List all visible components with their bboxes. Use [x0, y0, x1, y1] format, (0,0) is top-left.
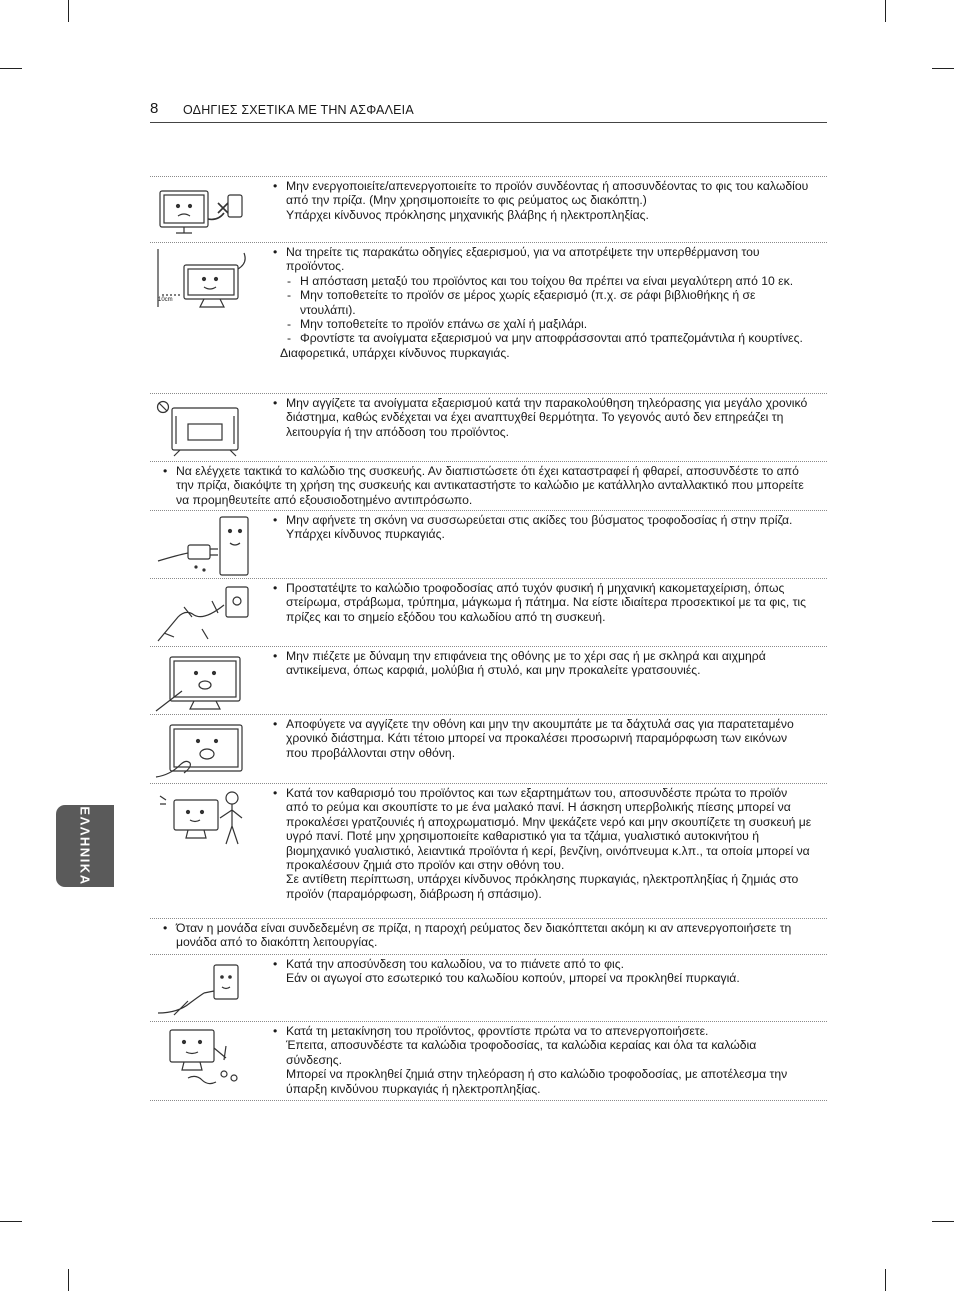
crop-mark	[885, 1269, 886, 1291]
cleaning-illustration	[154, 788, 254, 848]
crop-mark	[0, 1221, 22, 1222]
safety-dash-item: - Μην τοποθετείτε το προϊόν επάνω σε χαλί ή μαξιλάρι.	[272, 317, 812, 331]
safety-item	[150, 461, 827, 511]
safety-item	[150, 954, 827, 1022]
dusty-plug-illustration	[154, 515, 254, 577]
safety-text	[272, 1024, 812, 1096]
safety-item	[150, 578, 827, 647]
safety-note: Υπάρχει κίνδυνος πυρκαγιάς.	[286, 527, 445, 542]
distance-label: 10cm	[158, 297, 173, 303]
safety-item	[150, 646, 827, 715]
pull-plug-illustration	[154, 959, 254, 1019]
safety-bullet: • Μην ενεργοποιείτε/απενεργοποιείτε το προϊόν συνδέοντας ή αποσυνδέοντας το φις του καλωδίου από την πρίζα. (Μην χρησιμοποιείτε το φις ρεύματος ως διακόπτη.)	[272, 179, 812, 208]
safety-text	[162, 464, 812, 507]
safety-note: Έπειτα, αποσυνδέστε τα καλώδια τροφοδοσίας, τα καλώδια κεραίας και όλα τα καλώδια σύνδεσης.	[286, 1038, 757, 1067]
page-number: 8	[150, 100, 159, 117]
safety-bullet: • Προστατέψτε το καλώδιο τροφοδοσίας από τυχόν φυσική ή μηχανική κακομεταχείριση, όπως στείρωμα, στράβωμα, τρύπημα, μάγκωμα ή πάτημα. Να είστε ιδιαίτερα προσεκτικοί με τα φις, τις πρίζες και το σημείο εξόδου του καλωδίου από τη συσκευή.	[272, 581, 812, 624]
safety-bullet: • Αποφύγετε να αγγίζετε την οθόνη και μην την ακουμπάτε με τα δάχτυλά σας για παρατεταμένο χρονικό διάστημα. Κάτι τέτοιο μπορεί να προκαλέσει προσωρινή παραμόρφωση των εικόνων που προβάλλονται στην οθόνη.	[272, 717, 812, 760]
safety-note: Υπάρχει κίνδυνος πρόκλησης μηχανικής βλάβης ή ηλεκτροπληξίας.	[286, 207, 649, 222]
safety-bullet: • Μην αγγίζετε τα ανοίγματα εξαερισμού κατά την παρακολούθηση τηλεόρασης για μεγάλο χρονικό διάστημα, καθώς ενδέχεται να έχει αναπτυχθεί θερμότητα. Το γεγονός αυτό δεν επηρεάζει τη λειτουργία ή την απόδοση του προϊόντος.	[272, 396, 812, 439]
safety-item	[150, 242, 827, 394]
safety-dash-item: - Η απόσταση μεταξύ του προϊόντος και του τοίχου θα πρέπει να είναι μεγαλύτερη από 10 εκ.	[272, 274, 812, 288]
language-tab-label: ΕΛΛΗΝΙΚΑ	[77, 806, 93, 886]
safety-note: Διαφορετικά, υπάρχει κίνδυνος πυρκαγιάς.	[280, 345, 510, 360]
safety-text	[272, 957, 812, 986]
page-title: ΟΔΗΓΙΕΣ ΣΧΕΤΙΚΑ ΜΕ ΤΗΝ ΑΣΦΑΛΕΙΑ	[183, 103, 414, 117]
safety-item	[150, 783, 827, 919]
safety-text	[272, 396, 812, 439]
safety-text	[272, 786, 812, 901]
language-tab	[56, 805, 114, 887]
crop-mark	[932, 68, 954, 69]
safety-text	[162, 921, 812, 950]
hot-vents-illustration	[154, 398, 254, 458]
crop-mark	[932, 1221, 954, 1222]
safety-item	[150, 714, 827, 784]
safety-text	[272, 581, 812, 624]
crop-mark	[0, 68, 22, 69]
safety-bullet: • Κατά την αποσύνδεση του καλωδίου, να το πιάνετε από το φις.	[272, 957, 812, 971]
safety-text	[272, 649, 812, 678]
screen-pressure-illustration	[154, 651, 254, 713]
moving-tv-illustration	[154, 1026, 254, 1088]
safety-bullet: • Κατά τη μετακίνηση του προϊόντος, φροντίστε πρώτα να το απενεργοποιήσετε.	[272, 1024, 812, 1038]
safety-text	[272, 245, 812, 360]
safety-bullet: • Να τηρείτε τις παρακάτω οδηγίες εξαερισμού, για να αποτρέψετε την υπερθέρμανση του προϊόντος.	[272, 245, 812, 274]
safety-item	[150, 393, 827, 462]
safety-item	[150, 1021, 827, 1101]
safety-note: Εάν οι αγωγοί στο εσωτερικό του καλωδίου κοπούν, μπορεί να προκληθεί πυρκαγιά.	[286, 971, 740, 986]
cable-handling-illustration	[154, 583, 254, 645]
crop-mark	[68, 0, 69, 22]
safety-text	[272, 513, 812, 542]
safety-bullet: • Μην πιέζετε με δύναμη την επιφάνεια της οθόνης με το χέρι σας ή με σκληρά και αιχμηρά αντικείμενα, όπως καρφιά, μολύβια ή στυλό, και μην προκαλείτε γρατσουνιές.	[272, 649, 812, 678]
safety-note: Σε αντίθετη περίπτωση, υπάρχει κίνδυνος πρόκλησης πυρκαγιάς, ηλεκτροπληξίας ή ζημιάς στο προϊόν (παραμόρφωση, διάβρωση ή σπάσιμο).	[286, 872, 799, 901]
safety-text	[272, 179, 812, 222]
safety-text	[272, 717, 812, 760]
crop-mark	[68, 1269, 69, 1291]
safety-bullet: • Κατά τον καθαρισμό του προϊόντος και των εξαρτημάτων του, αποσυνδέστε πρώτα το προϊόν από το ρεύμα και σκουπίστε το με ένα μαλακό πανί. Η άσκηση υπερβολικής πίεσης μπορεί να προκαλέσει γρατζουνιές ή αποχρωματισμό. Μην ψεκάζετε νερό και μην σκουπίζετε τη συσκευή με υγρό πανί. Ποτέ μην χρησιμοποιείτε καθαριστικό για τα τζάμια, γυαλιστικό αυτοκινήτου ή βιομηχανικό γυαλιστικό, λειαντικά προϊόντα ή κερί, βενζίνη, οινόπνευμα κ.λπ., τα οποία μπορεί να προκαλέσουν ζημιά στο προϊόν και στην οθόνη του.	[272, 786, 812, 872]
safety-bullet: • Μην αφήνετε τη σκόνη να συσσωρεύεται στις ακίδες του βύσματος τροφοδοσίας ή στην πρίζα.	[272, 513, 812, 527]
safety-bullet: • Να ελέγχετε τακτικά το καλώδιο της συσκευής. Αν διαπιστώσετε ότι έχει καταστραφεί ή φθαρεί, αποσυνδέστε το από την πρίζα, διακόψτε τη χρήση της συσκευής και αντικαταστήστε το καλώδιο με κατάλληλο ανταλλακτικό που μπορείτε να προμηθευτείτε από εξουσιοδοτημένο αντιπρόσωπο.	[162, 464, 812, 507]
unplug-tv-illustration	[154, 181, 254, 239]
safety-item	[150, 510, 827, 579]
safety-dash-item: - Μην τοποθετείτε το προϊόν σε μέρος χωρίς εξαερισμό (π.χ. σε ράφι βιβλιοθήκης ή σε ντουλάπι).	[272, 288, 812, 317]
screen-touch-illustration	[154, 719, 254, 781]
ventilation-illustration	[154, 247, 254, 309]
safety-dash-item: - Φροντίστε τα ανοίγματα εξαερισμού να μην αποφράσσονται από τραπεζομάντιλα ή κουρτίνες.	[272, 331, 812, 345]
safety-item	[150, 918, 827, 955]
safety-bullet: • Όταν η μονάδα είναι συνδεδεμένη σε πρίζα, η παροχή ρεύματος δεν διακόπτεται ακόμη κι αν απενεργοποιήσετε τη μονάδα από το διακόπτη λειτουργίας.	[162, 921, 812, 950]
page-header	[150, 100, 827, 123]
crop-mark	[885, 0, 886, 22]
safety-note: Μπορεί να προκληθεί ζημιά στην τηλεόραση ή στο καλώδιο τροφοδοσίας, με αποτέλεσμα την ύπαρξη κινδύνου πυρκαγιάς ή ηλεκτροπληξίας.	[286, 1067, 788, 1096]
safety-item	[150, 176, 827, 243]
